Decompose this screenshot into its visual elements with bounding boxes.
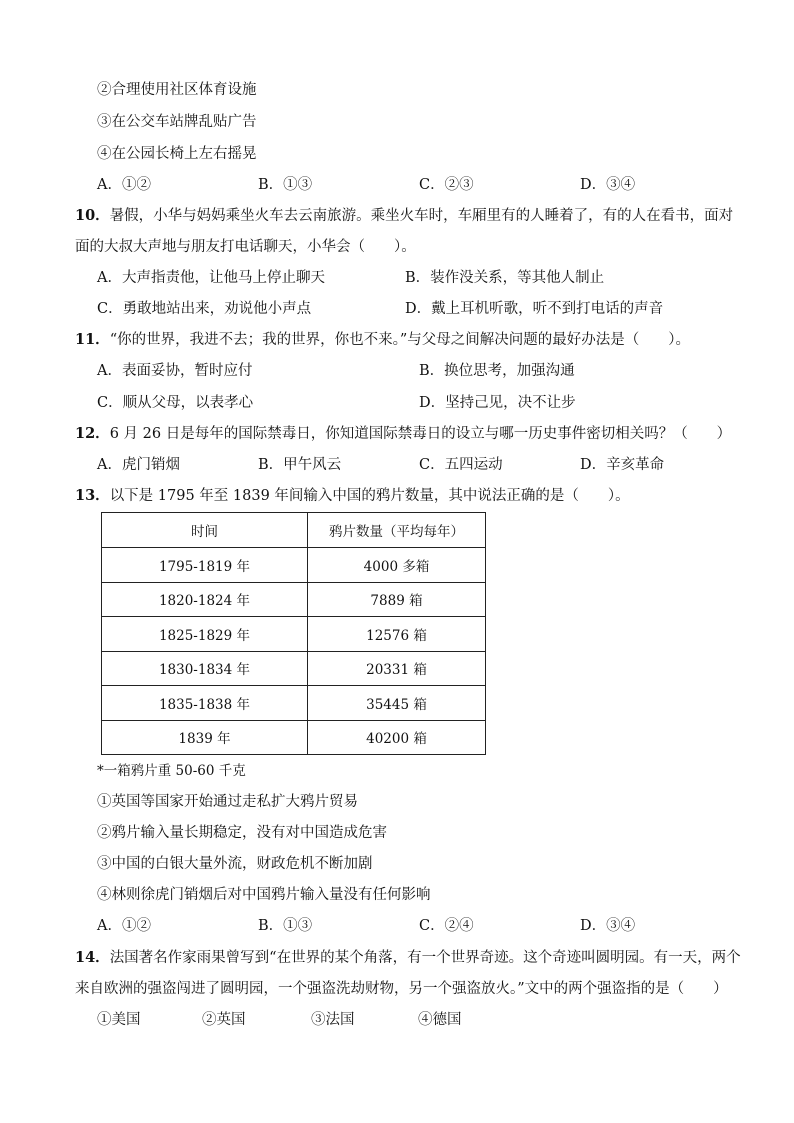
q14-number: 14． (75, 949, 110, 966)
q9-item-2: ②合理使用社区体育设施 (97, 82, 257, 98)
q12-option-c[interactable]: C．五四运动 (419, 457, 503, 473)
table-row (102, 686, 486, 721)
table-row (102, 548, 486, 583)
table-header-quantity: 鸦片数量（平均每年） (308, 513, 486, 548)
table-cell-period: 1835-1838 年 (102, 686, 308, 721)
q12-text: 6 月 26 日是每年的国际禁毒日，你知道国际禁毒日的设立与哪一历史事件密切相关吗？（ ） (109, 426, 732, 442)
q13-item-3: ③中国的白银大量外流，财政危机不断加剧 (97, 856, 373, 872)
q9-item-3: ③在公交车站牌乱贴广告 (97, 114, 257, 130)
table-row (102, 617, 486, 652)
q14-stem-line2: 来自欧洲的强盗闯进了圆明园，一个强盗洗劫财物，另一个强盗放火。”文中的两个强盗指的是（ ） (75, 981, 728, 997)
table-cell-period: 1830-1834 年 (102, 651, 308, 686)
q13-option-b[interactable]: B．①③ (258, 918, 313, 934)
q12-option-d[interactable]: D．辛亥革命 (580, 457, 665, 473)
opium-import-table (101, 512, 486, 755)
q14-stem-line1 (75, 948, 741, 968)
table-row (102, 651, 486, 686)
q14-text-1: 法国著名作家雨果曾写到“在世界的某个角落，有一个世界奇迹。这个奇迹叫圆明园。有一天，两个 (109, 950, 741, 966)
q9-option-d[interactable]: D．③④ (580, 177, 636, 193)
q9-option-a[interactable]: A．①② (97, 177, 151, 193)
q13-option-a[interactable]: A．①② (97, 918, 151, 934)
table-cell-quantity: 7889 箱 (308, 582, 486, 617)
q14-item-4: ④德国 (418, 1012, 462, 1028)
table-row (102, 720, 486, 755)
table-cell-period: 1825-1829 年 (102, 617, 308, 652)
q13-number: 13． (75, 487, 110, 504)
q12-option-a[interactable]: A．虎门销烟 (97, 457, 180, 473)
q13-option-d[interactable]: D．③④ (580, 918, 636, 934)
q11-stem (75, 330, 690, 350)
q13-text: 以下是 1795 年至 1839 年间输入中国的鸦片数量，其中说法正确的是（ ）。 (109, 488, 630, 504)
q11-option-d[interactable]: D．坚持己见，决不让步 (419, 395, 576, 411)
table-cell-quantity: 4000 多箱 (308, 548, 486, 583)
table-header-row (102, 513, 486, 548)
q11-option-a[interactable]: A．表面妥协，暂时应付 (97, 363, 253, 379)
table-row (102, 582, 486, 617)
q10-stem-line2: 面的大叔大声地与朋友打电话聊天，小华会（ ）。 (75, 239, 416, 255)
q11-text: “你的世界，我进不去；我的世界，你也不来。”与父母之间解决问题的最好办法是（ ）。 (109, 332, 691, 348)
table-cell-quantity: 40200 箱 (308, 720, 486, 755)
q13-stem (75, 486, 630, 506)
q13-item-2: ②鸦片输入量长期稳定，没有对中国造成危害 (97, 825, 387, 841)
q10-number: 10． (75, 207, 110, 224)
q11-option-b[interactable]: B．换位思考，加强沟通 (419, 363, 575, 379)
q9-option-c[interactable]: C．②③ (419, 177, 474, 193)
table-cell-period: 1820-1824 年 (102, 582, 308, 617)
q12-stem (75, 424, 731, 444)
table-cell-period: 1795-1819 年 (102, 548, 308, 583)
q10-option-d[interactable]: D．戴上耳机听歌，听不到打电话的声音 (405, 301, 664, 317)
q10-option-a[interactable]: A．大声指责他，让他马上停止聊天 (97, 270, 325, 286)
q10-option-b[interactable]: B．装作没关系，等其他人制止 (405, 270, 605, 286)
table-cell-period: 1839 年 (102, 720, 308, 755)
q13-item-4: ④林则徐虎门销烟后对中国鸦片输入量没有任何影响 (97, 887, 431, 903)
table-cell-quantity: 35445 箱 (308, 686, 486, 721)
q14-item-2: ②英国 (202, 1012, 246, 1028)
q11-number: 11． (75, 331, 110, 348)
q13-option-c[interactable]: C．②④ (419, 918, 474, 934)
q9-option-b[interactable]: B．①③ (258, 177, 313, 193)
q10-text-1: 暑假，小华与妈妈乘坐火车去云南旅游。乘坐火车时，车厢里有的人睡着了，有的人在看书，面对 (109, 208, 734, 224)
q12-option-b[interactable]: B．甲午风云 (258, 457, 342, 473)
q13-table-note: *一箱鸦片重 50-60 千克 (97, 763, 246, 779)
q10-stem-line1 (75, 206, 733, 226)
table-cell-quantity: 20331 箱 (308, 651, 486, 686)
q13-item-1: ①英国等国家开始通过走私扩大鸦片贸易 (97, 794, 358, 810)
q11-option-c[interactable]: C．顺从父母，以表孝心 (97, 395, 254, 411)
q14-item-3: ③法国 (311, 1012, 355, 1028)
q14-item-1: ①美国 (97, 1012, 141, 1028)
q10-option-c[interactable]: C．勇敢地站出来，劝说他小声点 (97, 301, 312, 317)
table-header-period: 时间 (102, 513, 308, 548)
q9-item-4: ④在公园长椅上左右摇晃 (97, 146, 257, 162)
q12-number: 12． (75, 425, 110, 442)
table-cell-quantity: 12576 箱 (308, 617, 486, 652)
